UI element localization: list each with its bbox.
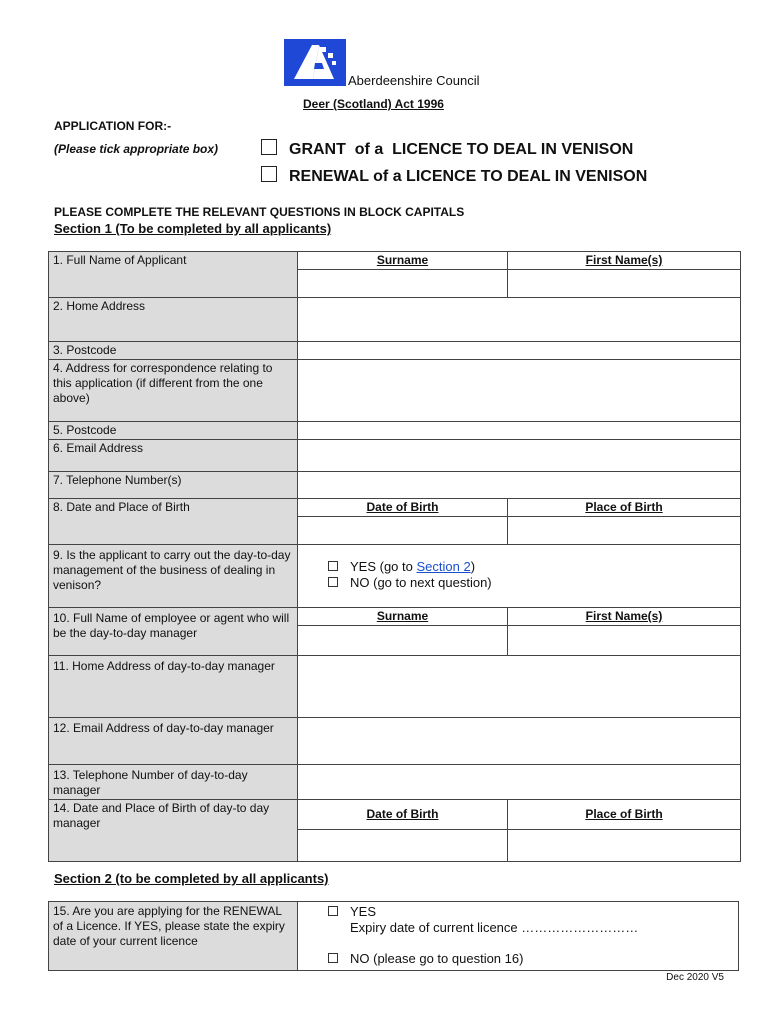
renewal-label: RENEWAL of a LICENCE TO DEAL IN VENISON bbox=[289, 168, 648, 185]
q1-firstname-header: First Name(s) bbox=[508, 252, 741, 270]
council-logo bbox=[284, 39, 346, 86]
q4-field[interactable] bbox=[298, 360, 741, 422]
tick-note: (Please tick appropriate box) bbox=[54, 142, 219, 156]
q2-label: 2. Home Address bbox=[49, 298, 298, 342]
q9-no-label: NO (go to next question) bbox=[350, 575, 492, 590]
grant-label: GRANT of a LICENCE TO DEAL IN VENISON bbox=[289, 141, 634, 158]
q3-field[interactable] bbox=[298, 342, 741, 360]
q15-yes-checkbox[interactable] bbox=[328, 906, 338, 916]
q15-no-option[interactable] bbox=[328, 951, 738, 967]
q10-surname-header: Surname bbox=[298, 608, 508, 626]
q9-yes-checkbox[interactable] bbox=[328, 561, 338, 571]
renewal-checkbox[interactable] bbox=[261, 166, 277, 182]
q9-yes-prefix: YES (go to bbox=[350, 559, 417, 574]
council-logo-icon bbox=[284, 39, 346, 86]
q13-label: 13. Telephone Number of day-to-day manager bbox=[49, 765, 298, 800]
q1-surname-field[interactable] bbox=[298, 270, 508, 298]
section2-table bbox=[48, 901, 739, 971]
section1-title: Section 1 (To be completed by all applicants) bbox=[54, 221, 332, 236]
application-label: APPLICATION FOR:- bbox=[54, 119, 172, 133]
q15-yes-option[interactable] bbox=[328, 904, 738, 920]
q10-firstname-header: First Name(s) bbox=[508, 608, 741, 626]
q6-field[interactable] bbox=[298, 440, 741, 472]
q10-firstname-field[interactable] bbox=[508, 626, 741, 656]
q7-field[interactable] bbox=[298, 472, 741, 499]
renewal-option[interactable] bbox=[261, 166, 647, 186]
council-name: Aberdeenshire Council bbox=[348, 73, 480, 88]
q2-field[interactable] bbox=[298, 298, 741, 342]
q12-field[interactable] bbox=[298, 718, 741, 765]
q7-label: 7. Telephone Number(s) bbox=[49, 472, 298, 499]
q14-dob-field[interactable] bbox=[298, 830, 508, 862]
q10-surname-field[interactable] bbox=[298, 626, 508, 656]
version-footer: Dec 2020 V5 bbox=[666, 972, 724, 983]
q8-dob-header: Date of Birth bbox=[298, 499, 508, 517]
q15-label: 15. Are you are applying for the RENEWAL of a Licence. If YES, please state the expiry date of your current licence bbox=[49, 902, 298, 971]
q9-yes-option[interactable] bbox=[328, 559, 740, 575]
q8-dob-field[interactable] bbox=[298, 517, 508, 545]
q8-pob-field[interactable] bbox=[508, 517, 741, 545]
q8-pob-header: Place of Birth bbox=[508, 499, 741, 517]
q1-firstname-field[interactable] bbox=[508, 270, 741, 298]
grant-option[interactable] bbox=[261, 139, 633, 159]
q10-label: 10. Full Name of employee or agent who will be the day-to-day manager bbox=[49, 608, 298, 656]
section1-table bbox=[48, 251, 741, 862]
q3-label: 3. Postcode bbox=[49, 342, 298, 360]
section2-title: Section 2 (to be completed by all applicants) bbox=[54, 871, 329, 886]
q11-field[interactable] bbox=[298, 656, 741, 718]
q5-field[interactable] bbox=[298, 422, 741, 440]
q8-label: 8. Date and Place of Birth bbox=[49, 499, 298, 545]
q15-expiry-line[interactable]: Expiry date of current licence ……………………… bbox=[350, 920, 639, 935]
block-capitals-note: PLEASE COMPLETE THE RELEVANT QUESTIONS IN BLOCK CAPITALS bbox=[54, 205, 465, 219]
q9-yes-suffix: ) bbox=[470, 559, 476, 574]
q14-label: 14. Date and Place of Birth of day-to day manager bbox=[49, 800, 298, 862]
q1-label: 1. Full Name of Applicant bbox=[49, 252, 298, 298]
q9-options bbox=[298, 545, 741, 608]
q14-dob-header: Date of Birth bbox=[298, 800, 508, 830]
q4-label: 4. Address for correspondence relating to this application (if different from the one above) bbox=[49, 360, 298, 422]
grant-checkbox[interactable] bbox=[261, 139, 277, 155]
q15-yes-label: YES bbox=[350, 904, 377, 919]
q5-label: 5. Postcode bbox=[49, 422, 298, 440]
q14-pob-header: Place of Birth bbox=[508, 800, 741, 830]
q6-label: 6. Email Address bbox=[49, 440, 298, 472]
q1-surname-header: Surname bbox=[298, 252, 508, 270]
q14-pob-field[interactable] bbox=[508, 830, 741, 862]
q15-options bbox=[298, 902, 739, 971]
act-title: Deer (Scotland) Act 1996 bbox=[303, 97, 444, 111]
q9-no-option[interactable] bbox=[328, 575, 740, 591]
q9-label: 9. Is the applicant to carry out the day-to-day management of the business of dealing in venison? bbox=[49, 545, 298, 608]
q11-label: 11. Home Address of day-to-day manager bbox=[49, 656, 298, 718]
q12-label: 12. Email Address of day-to-day manager bbox=[49, 718, 298, 765]
q15-no-checkbox[interactable] bbox=[328, 953, 338, 963]
q13-field[interactable] bbox=[298, 765, 741, 800]
q9-no-checkbox[interactable] bbox=[328, 577, 338, 587]
section2-link[interactable]: Section 2 bbox=[416, 559, 471, 574]
q15-no-label: NO (please go to question 16) bbox=[350, 951, 524, 966]
